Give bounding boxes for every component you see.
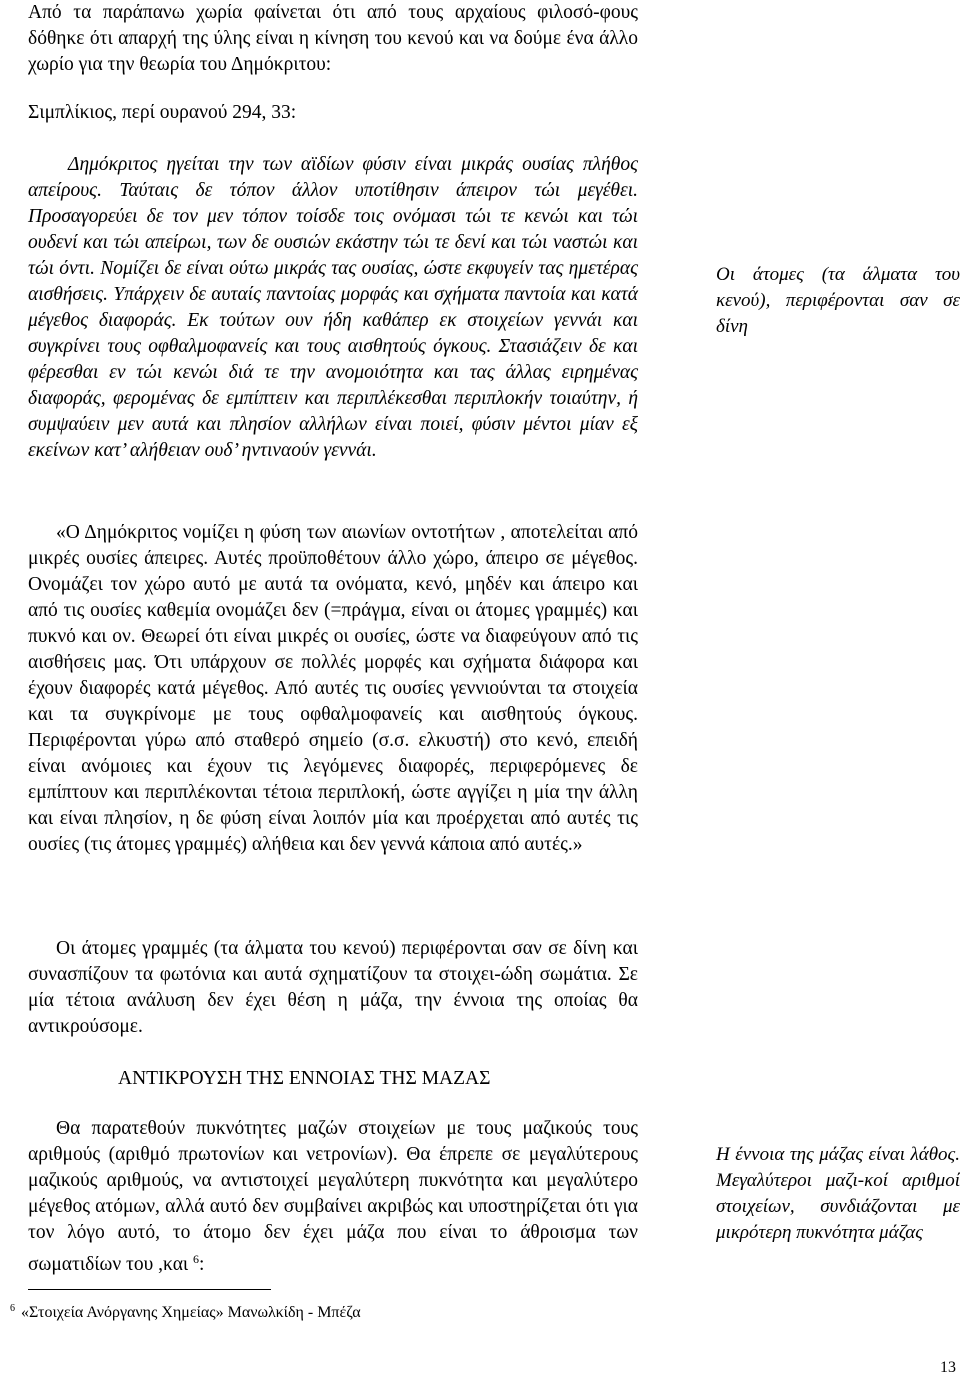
- margin-note-1: [716, 262, 960, 340]
- margin-note-2: [716, 1142, 960, 1246]
- greek-quote: [28, 152, 638, 464]
- translation-text: «Ο Δημόκριτος νομίζει η φύση των αιωνίων οντοτήτων , αποτελείται από μικρές ουσίες άπειρες. Αυτές προϋποθέτουν άλλο χώρο, άπειρο σε μέγεθος. Ονομάζει τον χώρο αυτό με αυτά τα ονόματα, κενό, μηδέν και άπειρο και από τις ουσίες καθεμία ονομάζει δεν (=πράγμα, είναι οι άτομες γραμμές) και πυκνό και ον. Θεωρεί ότι είναι μικρές οι ουσίες, ώστε να διαφεύγουν από τις αισθήσεις μας. Ότι υπάρχουν σε πολλές μορφές και σχήματα διάφορα και έχουν διαφορές κατά μέγεθος. Από αυτές τις ουσίες γεννιούνται τα στοιχεία και τα συγκρίνομε με τους οφθαλμοφανείς και αισθητούς όγκους. Περιφέρονται γύρω από σταθερό σημείο (σ.σ. ελκυστή) στο κενό, επειδή είναι ανόμοιες και έχουν τις λεγόμενες διαφορές, περιφερόμενες δε εμπίπτουν και περιπλέκονται τέτοια περιπλοκή, ώστε αγγίζει η μία την άλλη και είναι πλησίον, η δε φύση είναι λοιπόν μία και προέρχεται από αυτές τις ουσίες (τις άτομες γραμμές) αλήθεια και δεν γεννά κάποια από αυτές.»: [28, 522, 638, 855]
- footnote-marker[interactable]: 6: [193, 1252, 200, 1266]
- footnote: [10, 1296, 361, 1326]
- section-heading: ΑΝΤΙΚΡΟΥΣΗ ΤΗΣ ΕΝΝΟΙΑΣ ΤΗΣ ΜΑΖΑΣ: [118, 1068, 491, 1089]
- summary-text: Οι άτομες γραμμές (τα άλματα του κενού) περιφέρονται σαν σε δίνη και συνασπίζουν τα φωτόνια και αυτά σχηματίζουν τα στοιχει-ώδη σωμάτια. Σε μία τέτοια ανάλυση δεν έχει θέση η μάζα, την έννοια της οποίας θα αντικρούσομε.: [28, 938, 638, 1037]
- footnote-text: «Στοιχεία Ανόργανης Χημείας» Μανωλκίδη - Μπέζα: [21, 1304, 361, 1321]
- intro-paragraph: [28, 0, 638, 78]
- section-paragraph-body: [28, 1116, 638, 1278]
- greek-quote-text: Δημόκριτος ηγείται την των αϊδίων φύσιν είναι μικράς ουσίας πλήθος απείρους. Ταύταις δε τόπον άλλον υποτίθησιν άπειρον τώι μεγέθει. Προσαγορεύει δε τον μεν τόπον τοίσδε τοις ονόμασι τώι τε κενώι και τώι ουδενί και τώι απείρωι, των δε ουσιών εκάστην τώι τε δενί και τώι ναστώι και τώι όντι. Νομίζει δε είναι ούτω μικράς τας ουσίας, ώστε εκφυγείν τας ημετέρας αισθήσεις. Υπάρχειν δε αυταίς παντοίας μορφάς και σχήματα παντοία και κατά μέγεθος διαφοράς. Εκ τούτων ουν ήδη καθάπερ εκ στοιχείων γεννάι και συγκρίνει τους οφθαλμοφανείς και τους αισθητούς όγκους. Στασιάζειν δε και φέρεσθαι εν τώι κενώι διά τε την ανομοιότητα και τας άλλας ειρημένας διαφοράς, φερομένας δε εμπίπτειν και περιπλέκεσθαι περιπλοκήν τοιαύτην, ή συμψαύειν μεν αυτά και πλησίον αλλήλων είναι ποιεί, φύσιν μέντοι μίαν εξ εκείνων κατ’ αλήθειαν ουδ’ ηντιναούν γεννάι.: [28, 154, 638, 461]
- section-text: Θα παρατεθούν πυκνότητες μαζών στοιχείων με τους μαζικούς τους αριθμούς (αριθμό πρωτονίων και νετρονίων). Θα έπρεπε σε μεγαλύτερους μαζικούς αριθμούς, να αντιστοιχεί μεγαλύτερη πυκνότητα και μεγαλύτερο μέγεθος ατόμων, αλλά αυτό δεν συμβαίνει ακριβώς και υποστηρίζεται ότι για τον λόγο αυτό, το άτομο δεν έχει μάζα που είναι το άθροισμα των σωματιδίων του ,και: [28, 1118, 638, 1275]
- section-paragraph: [28, 1116, 638, 1278]
- intro-text: Από τα παράπανω χωρία φαίνεται ότι από τους αρχαίους φιλοσό-φους δόθηκε ότι απαρχή της ύλης είναι η κίνηση του κενού και να δούμε ένα άλλο χωρίο για την θεωρία του Δημόκριτου:: [28, 2, 638, 75]
- margin-note-2-text: Η έννοια της μάζας είναι λάθος. Μεγαλύτεροι μαζι-κοί αριθμοί στοιχείων, συνδιάζονται με μικρότερη πυκνότητα μάζας: [716, 1144, 960, 1243]
- margin-note-1-text: Οι άτομες (τα άλματα του κενού), περιφέρονται σαν σε δίνη: [716, 264, 960, 337]
- translation-paragraph: [28, 520, 638, 858]
- footnote-divider: [28, 1289, 271, 1290]
- source-ref-text: Σιμπλίκιος, περί ουρανού 294, 33:: [28, 102, 297, 123]
- source-reference: [28, 100, 638, 126]
- section-text-end: :: [199, 1254, 205, 1275]
- footnote-number: 6: [10, 1303, 15, 1314]
- summary-paragraph: [28, 936, 638, 1040]
- page-number: 13: [940, 1359, 956, 1376]
